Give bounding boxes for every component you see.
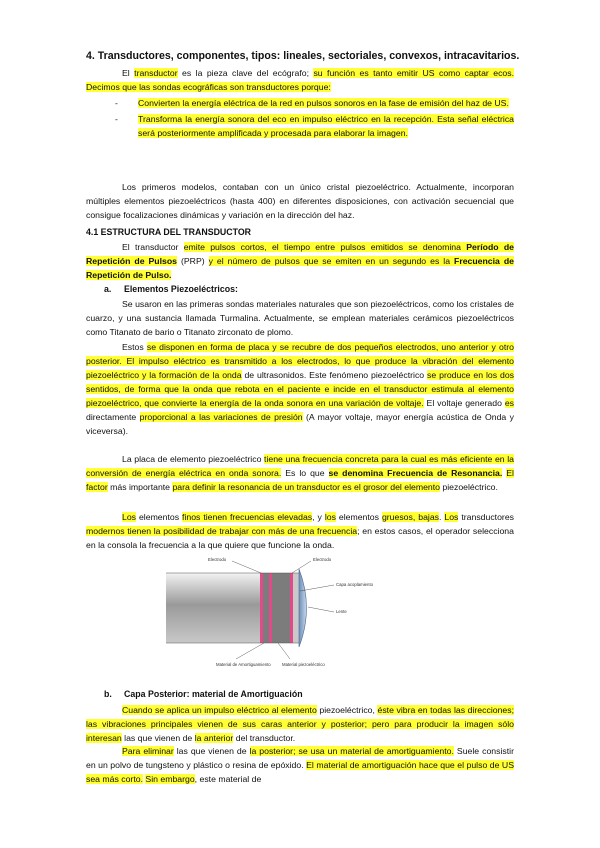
highlight-run: es bbox=[504, 398, 514, 408]
text-run: del transductor. bbox=[233, 733, 296, 743]
text-run: es la pieza clave del ecógrafo; bbox=[177, 68, 314, 78]
highlight-run: emite pulsos cortos, el tiempo entre pulsos emitidos se denomina bbox=[183, 242, 467, 252]
label-coupling-layer: Capa acoplamiento bbox=[336, 582, 374, 587]
highlight-run: Para eliminar bbox=[122, 746, 174, 756]
highlight-run: y el número de pulsos que se emiten en un segundo es la bbox=[208, 256, 455, 266]
subheading-label: Capa Posterior: material de Amortiguación bbox=[124, 689, 303, 699]
highlight-run: se disponen en forma de placa y se recubre de dos pequeños electrodos, uno anterior y otro posterior. El impulso eléctrico es transmitido a los electrodos, lo que produce la vibración del elemento piezoeléctrico y la formación de la onda bbox=[86, 342, 514, 380]
highlight-run: El factor bbox=[86, 468, 514, 492]
highlight-run: los bbox=[324, 512, 336, 522]
leader-line bbox=[308, 607, 334, 612]
text-run: más importante bbox=[107, 482, 173, 492]
text-run: elementos bbox=[136, 512, 183, 522]
highlight-run: tiene una frecuencia concreta para la cual es más eficiente en la conversión de energía eléctrica en onda sonora. bbox=[86, 454, 514, 478]
text-run: El transductor bbox=[122, 242, 184, 252]
highlight-run: para definir la resonancia de un transductor es el grosor del elemento bbox=[172, 482, 440, 492]
subheading-marker: a. bbox=[104, 284, 112, 294]
text-run: Es lo que bbox=[281, 468, 329, 478]
text-run: las que vienen de bbox=[121, 733, 195, 743]
list-item bbox=[115, 112, 514, 140]
highlight-run: su función es tanto emitir US como captar ecos. Decimos que las sondas ecográficas son transductores porque: bbox=[86, 68, 515, 92]
text-run: (A mayor voltaje, mayor energía acústica de Onda y viceversa). bbox=[86, 412, 514, 436]
text-run: El bbox=[122, 68, 135, 78]
label-electrode-right: Electrodo bbox=[313, 557, 332, 562]
subheading-b bbox=[104, 689, 303, 699]
list-item bbox=[115, 96, 514, 110]
highlight-run: éste vibra en todas las direcciones; las vibraciones principales vienen de sus caras anterior y posterior; pero para producir la imagen sólo interesan bbox=[86, 705, 514, 743]
highlight-run: gruesos, bajas bbox=[381, 512, 440, 522]
highlight-run: transductor bbox=[134, 68, 178, 78]
text-run: Estos bbox=[122, 342, 147, 352]
leader-line bbox=[292, 561, 311, 573]
leader-line bbox=[232, 561, 261, 573]
highlight-run: proporcional a las variaciones de presión bbox=[139, 412, 303, 422]
text-run: El voltaje generado bbox=[423, 398, 505, 408]
inner-electrode-line bbox=[269, 573, 272, 643]
highlight-run-bold: se denomina Frecuencia de Resonancia. bbox=[328, 468, 503, 478]
text-run: ; en estos casos, el operador selecciona en la consola la frecuencia a la que quiere que funcione la onda. bbox=[86, 526, 514, 550]
resonance-paragraph bbox=[86, 452, 514, 494]
highlight-run: Los bbox=[122, 512, 137, 522]
materials-paragraph: Se usaron en las primeras sondas materiales naturales que son piezoeléctricos, como los cristales de cuarzo, y una sustancia llamada Turmalina. Actualmente, se emplean materiales cerámicos piezoeléctricos como Titanato de bario o Titanato zirconato de plomo. bbox=[86, 299, 514, 337]
subheading-label: Elementos Piezoeléctricos: bbox=[124, 284, 238, 294]
prp-paragraph bbox=[86, 240, 514, 282]
transducer-diagram-svg bbox=[166, 555, 392, 675]
highlight-run: Los bbox=[444, 512, 459, 522]
posterior-paragraph bbox=[86, 703, 514, 745]
section-heading: 4.1 ESTRUCTURA DEL TRANSDUCTOR bbox=[86, 227, 252, 237]
leader-line bbox=[236, 643, 264, 659]
highlight-run: la anterior bbox=[194, 733, 234, 743]
text-run: las que vienen de bbox=[173, 746, 250, 756]
piezoelectric-element bbox=[262, 573, 290, 643]
highlight-run: Sin embargo bbox=[145, 774, 195, 784]
label-electrode-left: Electrodo bbox=[208, 557, 227, 562]
text-run: La placa de elemento piezoeléctrico bbox=[122, 454, 265, 464]
highlight-run: ; se usa un material de amortiguamiento. bbox=[293, 746, 454, 756]
anterior-electrode bbox=[290, 573, 293, 643]
damping-material-block bbox=[166, 573, 262, 643]
highlight-run: la posterior bbox=[249, 746, 294, 756]
page-title: 4. Transductores, componentes, tipos: lineales, sectoriales, convexos, intracavitarios. bbox=[86, 50, 520, 62]
transducer-diagram bbox=[166, 555, 392, 675]
highlight-run: se produce en los dos sentidos, de forma que la onda que rebota en el paciente e incide en el transductor estimula al elemento piezoeléctrico, que convierte la energía de la onda sonora en una variación de voltaje. bbox=[86, 370, 514, 408]
label-piezoelectric-material: Material piezoeléctrico bbox=[282, 662, 325, 667]
leader-line bbox=[278, 643, 290, 659]
highlight-run: finos tienen frecuencias elevadas bbox=[182, 512, 313, 522]
subheading-a bbox=[104, 284, 238, 294]
highlight-run: El material de amortiguación hace que el pulso de US sea más corto. bbox=[86, 760, 514, 784]
coupling-layer bbox=[293, 573, 299, 643]
bullet-list bbox=[115, 96, 514, 142]
text-run: transductores bbox=[458, 512, 514, 522]
bullet-text: Transforma la energía sonora del eco en impulso eléctrico en la recepción. Esta señal eléctrica será posteriormente amplificada y procesada para elaborar la imagen. bbox=[138, 114, 514, 138]
text-run: Suele consistir en un polvo de tungsteno y plástico o resina de epóxido. bbox=[86, 746, 514, 770]
bullet-text: Convierten la energía eléctrica de la red en pulsos sonoros en la fase de emisión del haz de US. bbox=[138, 98, 509, 108]
highlight-run: Cuando se aplica un impulso eléctrico al elemento bbox=[122, 705, 317, 715]
bullet-dash: - bbox=[115, 98, 118, 108]
text-run: piezoeléctrico. bbox=[439, 482, 498, 492]
text-run: , y bbox=[312, 512, 325, 522]
intro-paragraph bbox=[86, 66, 514, 94]
bullet-dash: - bbox=[115, 114, 118, 124]
subheading-marker: b. bbox=[104, 689, 112, 699]
highlight-run: modernos tienen la posibilidad de trabajar con más de una frecuencia bbox=[86, 526, 358, 536]
highlight-run-bold: Frecuencia de Repetición de Pulso. bbox=[86, 256, 515, 280]
acoustic-lens bbox=[299, 569, 307, 647]
plates-paragraph bbox=[86, 340, 514, 438]
text-run: piezoeléctrico, bbox=[316, 705, 378, 715]
text-run: . bbox=[439, 512, 445, 522]
text-run: elementos bbox=[335, 512, 382, 522]
highlight-run-bold: Período de Repetición de Pulsos bbox=[86, 242, 514, 266]
label-damping-material: Material de Amortiguamiento bbox=[216, 662, 271, 667]
posterior-electrode bbox=[260, 573, 263, 643]
text-run: (PRP) bbox=[177, 256, 209, 266]
frequency-paragraph bbox=[86, 510, 514, 552]
leader-line bbox=[300, 585, 334, 591]
label-lens: Lente bbox=[336, 609, 347, 614]
models-paragraph: Los primeros modelos, contaban con un único cristal piezoeléctrico. Actualmente, incorporan múltiples elementos piezoeléctricos (hasta 400) en diferentes disposiciones, con activación secuencial que consigue focalizaciones dinámicas y variación en la dirección del haz. bbox=[86, 182, 514, 220]
text-run: , este material de bbox=[194, 774, 262, 784]
text-run: directamente bbox=[86, 412, 140, 422]
damping-paragraph bbox=[86, 744, 514, 786]
text-run: de ultrasonidos. Este fenómeno piezoeléctrico bbox=[241, 370, 428, 380]
